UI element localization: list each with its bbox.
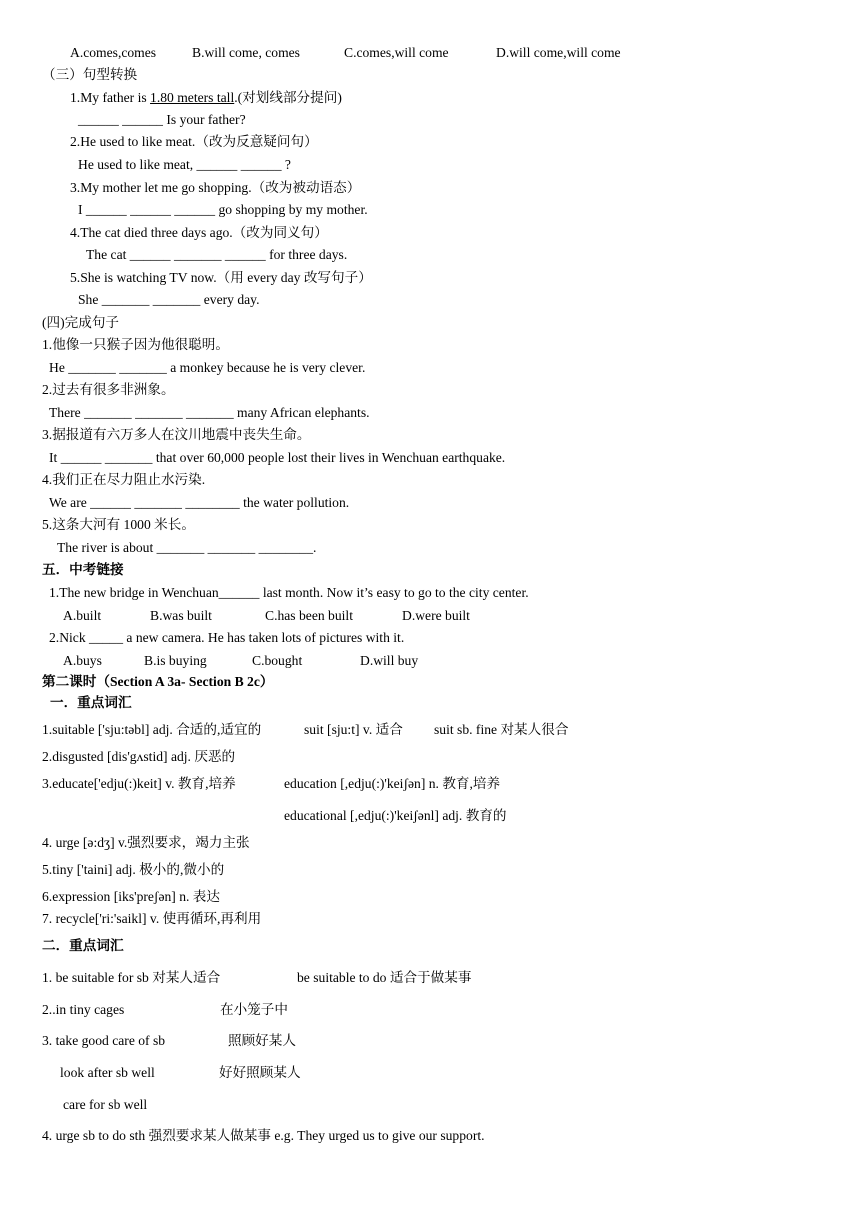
sec3-answer-1: ______ ______ Is your father? [78,112,246,127]
vocab-1-suitable: 1.suitable ['sju:təbl] adj. 合适的,适宜的 [42,722,262,737]
option-c: C.comes,will come [344,45,449,60]
vocab-1-suit-sb-fine: suit sb. fine 对某人很合 [434,722,569,737]
option-a: A.comes,comes [70,45,157,60]
sec3-answer-4: The cat ______ _______ ______ for three days. [86,247,348,262]
sec4-english-3: It ______ _______ that over 60,000 people lost their lives in Wenchuan earthquake. [49,450,506,465]
sec4-chinese-2: 2.过去有很多非洲象。 [42,382,175,397]
sec4-english-5: The river is about _______ _______ ________. [57,540,317,555]
section-4-heading: (四)完成句子 [42,315,120,330]
phrase-1-suitable-for: 1. be suitable for sb 对某人适合 [42,970,221,985]
phrase-3-take-care: 3. take good care of sb [42,1033,166,1048]
sec3-answer-5: She _______ _______ every day. [78,292,260,307]
vocab-heading: 一．重点词汇 [50,695,132,710]
phrase-3-look-after: look after sb well [60,1065,155,1080]
sec5-question-2: 2.Nick _____ a new camera. He has taken lots of pictures with it. [49,630,405,645]
sec3-question-5: 5.She is watching TV now.（用 every day 改写句子） [70,270,372,285]
sec4-english-2: There _______ _______ _______ many African elephants. [49,405,370,420]
sec5-q1-option-d: D.were built [402,608,470,623]
vocab-5-tiny: 5.tiny ['taini] adj. 极小的,微小的 [42,862,225,877]
sec3-question-4: 4.The cat died three days ago.（改为同义句） [70,225,328,240]
vocab-2-disgusted: 2.disgusted [dis'gʌstid] adj. 厌恶的 [42,749,236,764]
vocab-1-suit: suit [sju:t] v. 适合 [304,722,403,737]
sec3-question-1: 1.My father is 1.80 meters tall.(对划线部分提问) [70,90,342,105]
phrase-3-look-after-translation: 好好照顾某人 [219,1065,301,1080]
sec4-chinese-5: 5.这条大河有 1000 米长。 [42,517,195,532]
option-b: B.will come, comes [192,45,300,60]
sec3-question-3: 3.My mother let me go shopping.（改为被动语态） [70,180,361,195]
sec5-question-1: 1.The new bridge in Wenchuan______ last month. Now it’s easy to go to the city center. [49,585,529,600]
option-d: D.will come,will come [496,45,621,60]
section-5-heading: 五．中考链接 [42,562,124,577]
sec4-chinese-3: 3.据报道有六万多人在汶川地震中丧失生命。 [42,427,311,442]
phrase-4-urge: 4. urge sb to do sth 强烈要求某人做某事 e.g. They urged us to give our support. [42,1128,485,1143]
sec5-q1-option-a: A.built [63,608,102,623]
vocab-4-urge: 4. urge [ə:dʒ] v.强烈要求，竭力主张 [42,835,250,850]
section-3-heading: （三）句型转换 [42,67,138,82]
vocab-6-expression: 6.expression [iks'preʃən] n. 表达 [42,889,220,904]
sec5-q2-option-b: B.is buying [144,653,207,668]
sec4-english-4: We are ______ _______ ________ the water pollution. [49,495,350,510]
sec3-answer-2: He used to like meat, ______ ______ ? [78,157,291,172]
vocab-3-educate: 3.educate['edju(:)keit] v. 教育,培养 [42,776,236,791]
lesson-2-title: 第二课时（Section A 3a- Section B 2c） [42,674,274,689]
sec5-q2-option-a: A.buys [63,653,102,668]
phrase-1-suitable-to-do: be suitable to do 适合于做某事 [297,970,472,985]
phrase-3-care-for: care for sb well [63,1097,148,1112]
phrase-2-tiny-cages: 2..in tiny cages [42,1002,125,1017]
vocab-3-education: education [,edju(:)'keiʃən] n. 教育,培养 [284,776,501,791]
sec3-question-2: 2.He used to like meat.（改为反意疑问句） [70,134,318,149]
sec5-q1-option-c: C.has been built [265,608,353,623]
vocab-3-educational: educational [,edju(:)'keiʃənl] adj. 教育的 [284,808,507,823]
phrase-heading: 二．重点词汇 [42,938,124,953]
sec4-chinese-4: 4.我们正在尽力阻止水污染. [42,472,206,487]
vocab-7-recycle: 7. recycle['ri:'saikl] v. 使再循环,再利用 [42,911,262,926]
sec5-q1-option-b: B.was built [150,608,212,623]
sec4-chinese-1: 1.他像一只猴子因为他很聪明。 [42,337,229,352]
sec4-english-1: He _______ _______ a monkey because he is very clever. [49,360,366,375]
sec5-q2-option-d: D.will buy [360,653,419,668]
phrase-3-translation: 照顾好某人 [228,1033,296,1048]
sec5-q2-option-c: C.bought [252,653,303,668]
phrase-2-translation: 在小笼子中 [220,1002,288,1017]
underlined-phrase: 1.80 meters tall [150,90,235,105]
sec3-answer-3: I ______ ______ ______ go shopping by my mother. [78,202,368,217]
